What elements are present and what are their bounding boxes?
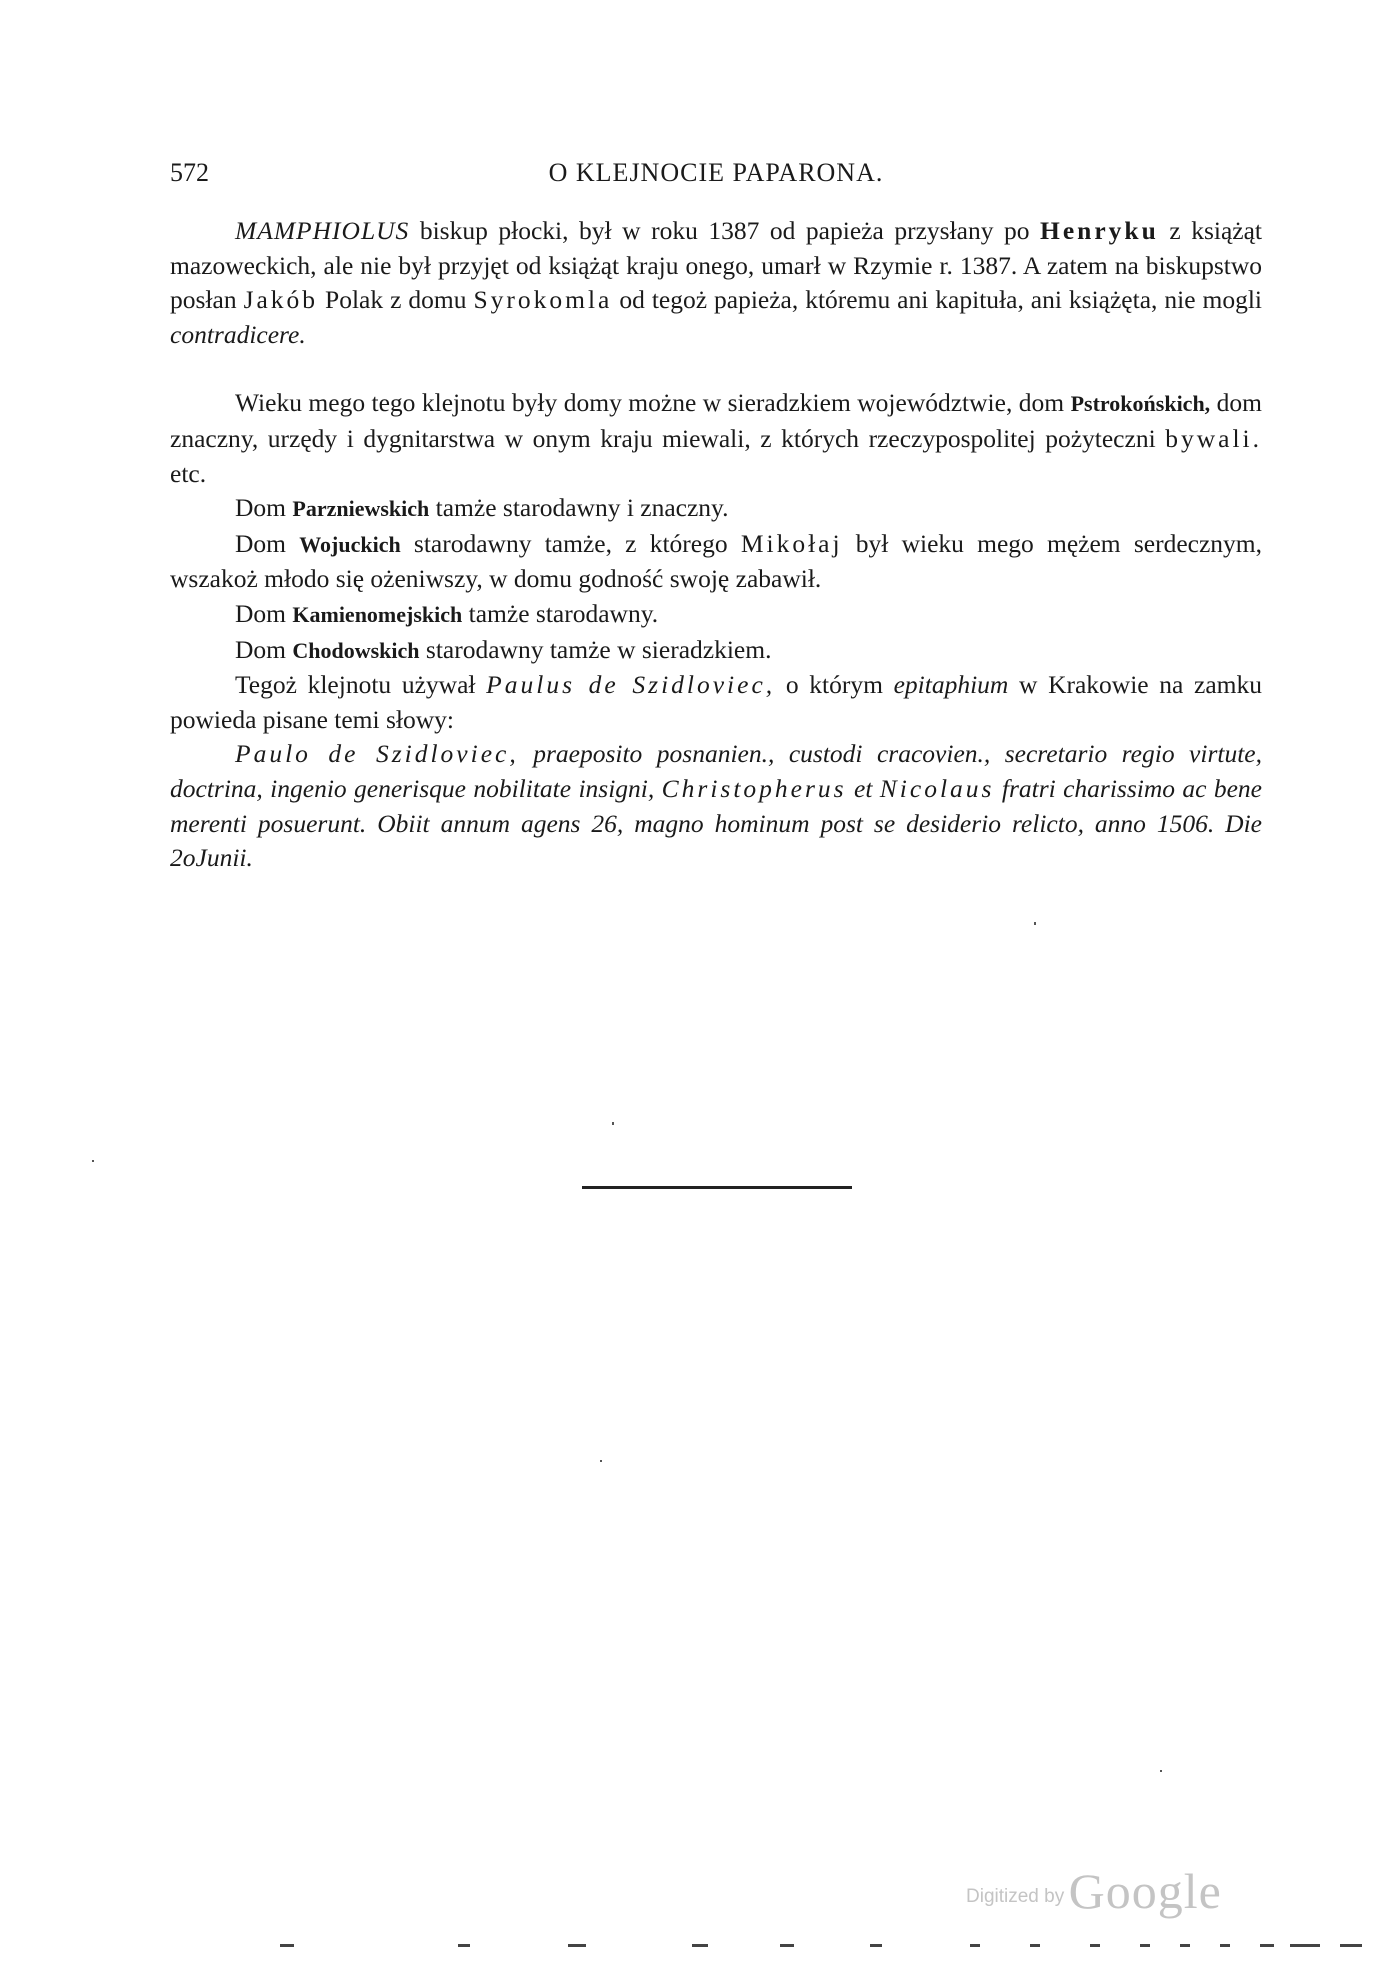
paragraph-text: starodawny tamże w sieradzkiem.	[419, 634, 772, 664]
epitaph-text: praeposito posnanien., custodi cracovien., secretario regio virtute, doctrina, ingenio generisque nobilitate insigni,	[170, 739, 1262, 803]
name-jakob: Jakób	[243, 285, 319, 315]
epitaph-quote	[170, 737, 1262, 875]
scan-speck	[1160, 1770, 1162, 1772]
scan-speck	[600, 1460, 602, 1462]
running-title: O KLEJNOCIE PAPARONA.	[548, 158, 884, 187]
family-name: Wojuckich	[299, 531, 401, 557]
digitized-by-label: Digitized by	[966, 1886, 1065, 1907]
epitaph-text: fratri charissimo ac bene merenti posuerunt. Obiit annum agens 26, magno hominum post se desiderio relicto, anno 1506. Die 2oJunii.	[170, 773, 1262, 873]
latin-term: epitaphium	[893, 670, 1009, 700]
paragraph-gap	[170, 352, 1262, 386]
scan-speck	[612, 1122, 614, 1125]
scan-bottom-edge	[280, 1944, 1370, 1950]
paragraph-wojuckich	[170, 527, 1262, 597]
paragraph-text: tamże starodawny.	[462, 598, 659, 628]
body-text	[170, 214, 1262, 876]
paragraph-text: dom znaczny, urzędy i dygnitarstwa w onym kraju miewali, z których rzeczypospolitej pożyteczni	[170, 388, 1262, 453]
paragraph-text: Dom	[235, 598, 293, 628]
name-paulus: Paulus de Szidloviec,	[486, 670, 776, 700]
spaced-word: bywali.	[1165, 423, 1262, 453]
paragraph-text: tamże starodawny i znaczny.	[429, 493, 729, 523]
latin-term: contradicere.	[170, 319, 306, 349]
paragraph-pstrokonskich	[170, 386, 1262, 491]
name-mamphiolus: MAMPHIOLUS	[235, 216, 410, 245]
paragraph-text: był wieku mego mężem serdecznym, wszakoż młodo się ożeniwszy, w domu godność swoję zabawił.	[170, 528, 1263, 594]
name-syrokomla: Syrokomla	[473, 285, 613, 315]
paragraph-text: od tegoż papieża, któremu ani kapituła, ani książęta, nie mogli	[612, 285, 1263, 315]
name-christopherus: Christopherus	[661, 773, 847, 803]
scan-speck	[1034, 922, 1036, 925]
paragraph-text: etc.	[170, 458, 207, 488]
paragraph-chodowskich	[170, 633, 1262, 669]
name-nicolaus: Nicolaus	[879, 773, 995, 803]
family-name: Kamienomejskich	[292, 601, 463, 627]
epitaph-text: et	[846, 773, 880, 803]
name-mikolaj: Mikołaj	[740, 528, 843, 558]
paragraph-text: z książąt mazoweckich, ale nie był przyjęt od książąt kraju onego, umarł w Rzymie r. 1387. A zatem na biskupstwo posłan	[170, 216, 1262, 315]
paragraph-text: Polak z domu	[318, 285, 474, 315]
family-name: Pstrokońskich,	[1070, 391, 1211, 417]
google-watermark	[966, 1862, 1222, 1922]
family-name: Chodowskich	[292, 637, 420, 663]
paragraph-text: Dom	[235, 493, 293, 523]
paragraph-text: starodawny tamże, z którego	[400, 528, 741, 558]
paragraph-text: Tegoż klejnotu używał	[235, 670, 487, 700]
paragraph-szidloviec	[170, 668, 1262, 737]
paragraph-text: o którym	[775, 670, 894, 700]
scan-speck	[92, 1160, 94, 1162]
paragraph-text: Wieku mego tego klejnotu były domy możne w sieradzkiem województwie, dom	[235, 388, 1071, 418]
page-number: 572	[170, 158, 209, 187]
paragraph-text: Dom	[235, 528, 300, 558]
page-header	[170, 158, 1262, 198]
paragraph-text: w Krakowie na zamku powieda pisane temi słowy:	[170, 670, 1262, 734]
google-logo: Google	[1068, 1863, 1222, 1919]
paragraph-text: Dom	[235, 634, 293, 664]
end-rule	[582, 1186, 852, 1189]
paragraph-kamienomejskich	[170, 597, 1262, 633]
family-name: Parzniewskich	[292, 496, 430, 522]
paragraph-parzniewskich	[170, 491, 1262, 527]
paragraph-mamphiolus	[170, 214, 1262, 352]
name-henryku: Henryku	[1040, 216, 1159, 245]
name-paulo: Paulo de Szidloviec,	[235, 739, 519, 769]
paragraph-text: biskup płocki, był w roku 1387 od papieża przysłany po	[409, 216, 1041, 245]
